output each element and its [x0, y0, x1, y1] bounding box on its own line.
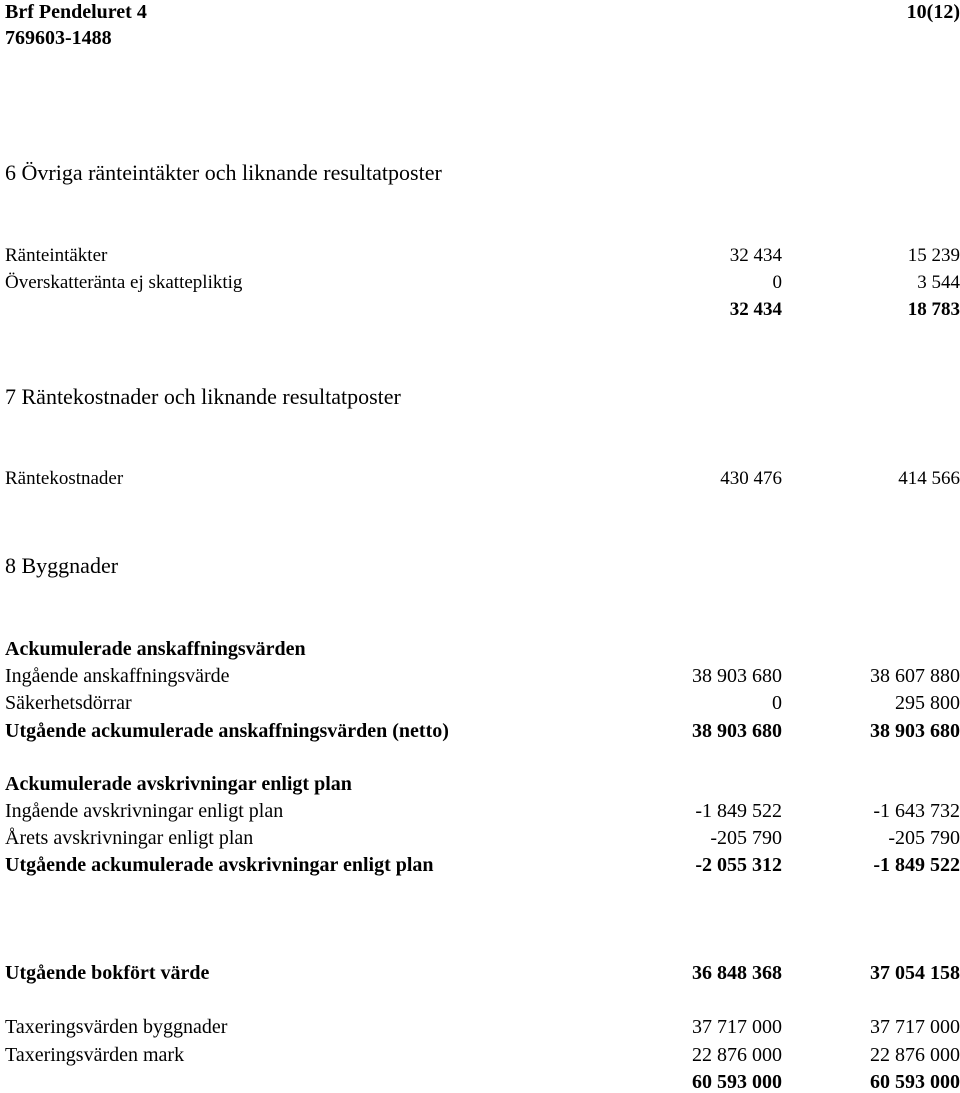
book-value-current: 36 848 368 — [692, 962, 782, 984]
acq-heading: Ackumulerade anskaffningsvärden — [5, 638, 306, 660]
tax-row-label: Taxeringsvärden mark — [5, 1044, 185, 1066]
acq-total-current: 38 903 680 — [692, 720, 782, 742]
acq-row-previous: 38 607 880 — [870, 665, 960, 687]
book-value-label: Utgående bokfört värde — [5, 962, 210, 984]
note6-row-previous: 3 544 — [917, 272, 960, 293]
note6-row-label: Överskatteränta ej skattepliktig — [5, 272, 243, 293]
acq-row-previous: 295 800 — [895, 692, 960, 714]
acq-total-previous: 38 903 680 — [870, 720, 960, 742]
dep-total-previous: -1 849 522 — [873, 854, 960, 876]
dep-heading: Ackumulerade avskrivningar enligt plan — [5, 773, 352, 795]
tax-row-previous: 22 876 000 — [870, 1044, 960, 1066]
page-number: 10(12) — [906, 1, 960, 23]
company-name: Brf Pendeluret 4 — [5, 1, 147, 23]
note6-title: 6 Övriga ränteintäkter och liknande resultatposter — [5, 160, 442, 185]
dep-row-previous: -1 643 732 — [873, 800, 960, 822]
tax-total-current: 60 593 000 — [692, 1071, 782, 1093]
dep-row-current: -1 849 522 — [695, 800, 782, 822]
acq-row-current: 0 — [772, 692, 782, 714]
dep-row-label: Ingående avskrivningar enligt plan — [5, 800, 284, 822]
acq-row-label: Ingående anskaffningsvärde — [5, 665, 230, 687]
org-number: 769603-1488 — [5, 27, 112, 49]
tax-row-current: 37 717 000 — [692, 1016, 782, 1038]
note6-total-previous: 18 783 — [907, 299, 960, 320]
acq-row-current: 38 903 680 — [692, 665, 782, 687]
dep-row-current: -205 790 — [710, 827, 782, 849]
tax-total-previous: 60 593 000 — [870, 1071, 960, 1093]
note8-title: 8 Byggnader — [5, 553, 119, 578]
dep-total-current: -2 055 312 — [695, 854, 782, 876]
dep-row-previous: -205 790 — [888, 827, 960, 849]
note6-total-current: 32 434 — [729, 299, 782, 320]
dep-total-label: Utgående ackumulerade avskrivningar enligt plan — [5, 854, 434, 876]
tax-row-previous: 37 717 000 — [870, 1016, 960, 1038]
acq-total-label: Utgående ackumulerade anskaffningsvärden (netto) — [5, 720, 449, 742]
note7-title: 7 Räntekostnader och liknande resultatposter — [5, 384, 401, 409]
note7-row-previous: 414 566 — [898, 468, 960, 489]
acq-row-label: Säkerhetsdörrar — [5, 692, 132, 714]
tax-row-label: Taxeringsvärden byggnader — [5, 1016, 228, 1038]
note6-row-previous: 15 239 — [907, 245, 960, 266]
note7-row-current: 430 476 — [720, 468, 782, 489]
note6-row-current: 32 434 — [729, 245, 782, 266]
note7-row-label: Räntekostnader — [5, 468, 124, 489]
tax-row-current: 22 876 000 — [692, 1044, 782, 1066]
note6-row-label: Ränteintäkter — [5, 245, 108, 266]
note6-row-current: 0 — [772, 272, 782, 293]
book-value-previous: 37 054 158 — [870, 962, 960, 984]
dep-row-label: Årets avskrivningar enligt plan — [5, 827, 254, 849]
